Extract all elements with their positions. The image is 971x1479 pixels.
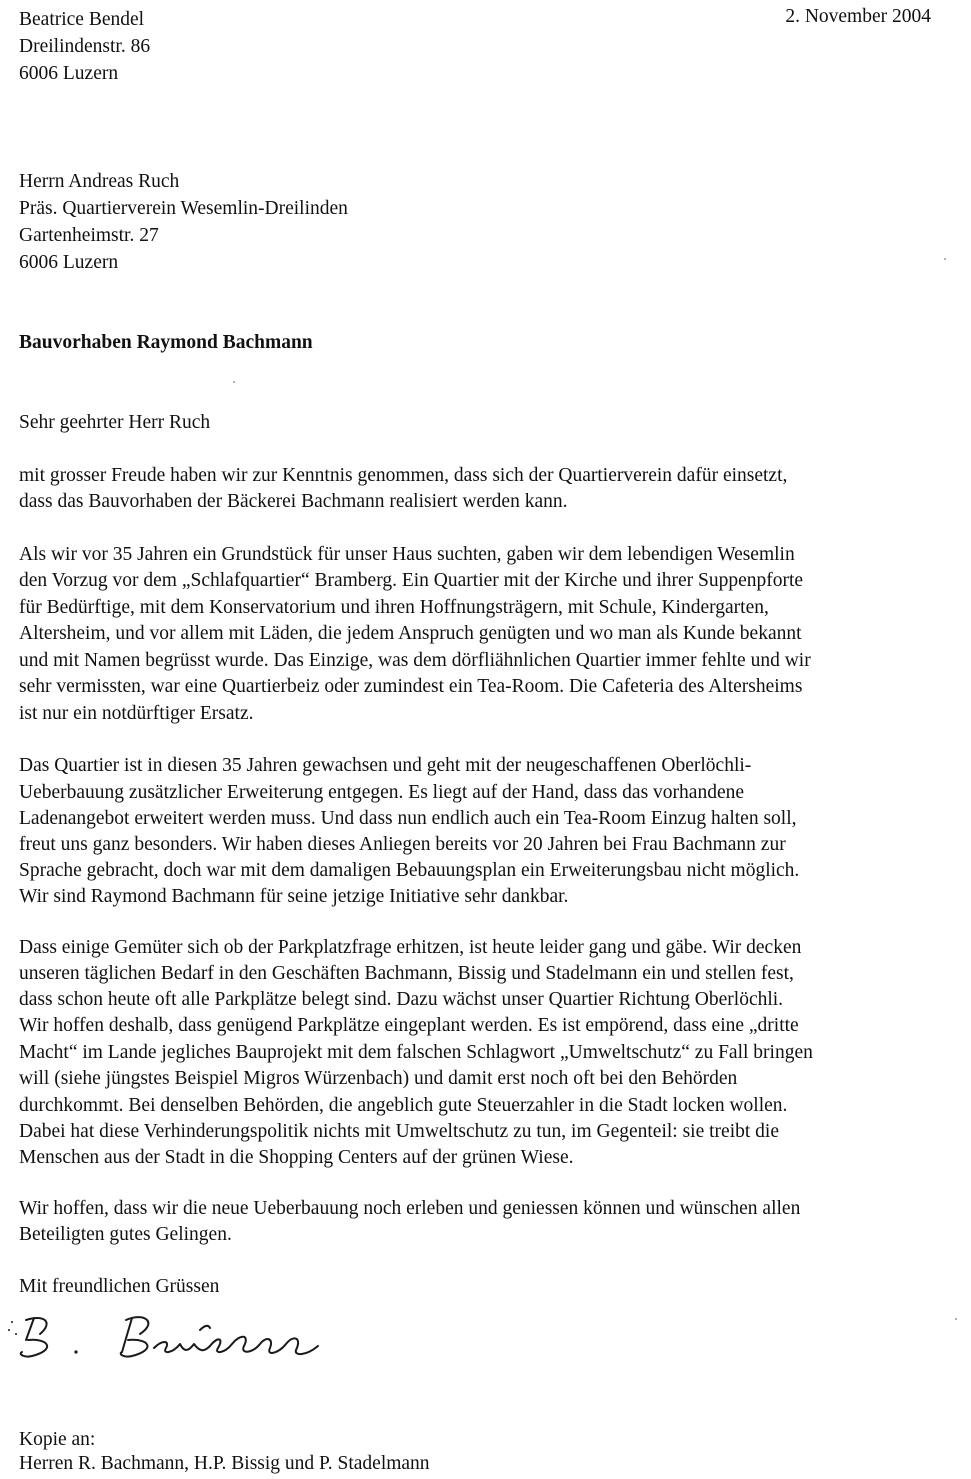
sender-name: Beatrice Bendel — [19, 9, 145, 30]
salutation: Sehr geehrter Herr Ruch — [19, 412, 211, 433]
paragraph-line: dass schon heute oft alle Parkplätze belegt sind. Dazu wächst unser Quartier Richtung Oberlöchli. — [19, 989, 784, 1010]
recipient-street: Gartenheimstr. 27 — [19, 225, 159, 246]
sender-city: 6006 Luzern — [19, 63, 119, 84]
paragraph-line: Dass einige Gemüter sich ob der Parkplatzfrage erhitzen, ist heute leider gang und gäbe. Wir decken — [19, 937, 802, 958]
scan-speck — [233, 381, 235, 383]
paragraph-line: Wir sind Raymond Bachmann für seine jetzige Initiative sehr dankbar. — [19, 886, 569, 907]
paragraph-line: Ueberbauung zusätzlicher Erweiterung entgegen. Es liegt auf der Hand, dass das vorhandene — [19, 782, 745, 803]
paragraph-line: Wir hoffen deshalb, dass genügend Parkplätze eingeplant werden. Es ist empörend, dass eine „dritte — [19, 1015, 799, 1036]
letter-date: 2. November 2004 — [785, 6, 931, 27]
scan-speck — [944, 258, 946, 260]
paragraph-line: Wir hoffen, dass wir die neue Ueberbauung noch erleben und geniessen können und wünschen allen — [19, 1198, 801, 1219]
paragraph-line: Sprache gebracht, doch war mit dem damaligen Bebauungsplan ein Erweiterungsbau nicht möglich. — [19, 860, 800, 881]
handwritten-signature — [4, 1300, 344, 1380]
paragraph-line: Ladenangebot erweitert werden muss. Und dass nun endlich auch ein Tea-Room Einzug halten soll, — [19, 808, 797, 829]
paragraph-line: mit grosser Freude haben wir zur Kenntnis genommen, dass sich der Quartierverein dafür einsetzt, — [19, 465, 788, 486]
paragraph-line: ist nur ein notdürftiger Ersatz. — [19, 703, 254, 724]
sender-street: Dreilindenstr. 86 — [19, 36, 151, 57]
paragraph-line: den Vorzug vor dem „Schlafquartier“ Bramberg. Ein Quartier mit der Kirche und ihrer Suppenpforte — [19, 570, 804, 591]
paragraph-line: durchkommt. Bei denselben Behörden, die angeblich gute Steuerzahler in die Stadt locken wollen. — [19, 1095, 788, 1116]
paragraph-line: dass das Bauvorhaben der Bäckerei Bachmann realisiert werden kann. — [19, 491, 568, 512]
paragraph-line: will (siehe jüngstes Beispiel Migros Würzenbach) und damit erst noch oft bei den Behörden — [19, 1068, 738, 1089]
paragraph-line: freut uns ganz besonders. Wir haben dieses Anliegen bereits vor 20 Jahren bei Frau Bachmann zur — [19, 834, 786, 855]
letter-subject: Bauvorhaben Raymond Bachmann — [19, 332, 313, 353]
paragraph-line: für Bedürftige, mit dem Konservatorium und ihren Hoffnungsträgern, mit Schule, Kindergarten, — [19, 597, 769, 618]
paragraph-line: Altersheim, und vor allem mit Läden, die jedem Anspruch genügten und wo man als Kunde bekannt — [19, 623, 802, 644]
paragraph-line: Als wir vor 35 Jahren ein Grundstück für unser Haus suchten, gaben wir dem lebendigen Wesemlin — [19, 544, 795, 565]
recipient-title: Präs. Quartierverein Wesemlin-Dreilinden — [19, 198, 348, 219]
paragraph-line: Dabei hat diese Verhinderungspolitik nichts mit Umweltschutz zu tun, im Gegenteil: sie treibt die — [19, 1121, 779, 1142]
copy-recipients: Herren R. Bachmann, H.P. Bissig und P. Stadelmann — [19, 1453, 430, 1474]
recipient-name: Herrn Andreas Ruch — [19, 171, 180, 192]
paragraph-line: und mit Namen begrüsst wurde. Das Einzige, was dem dörfliähnlichen Quartier immer fehlte und wir — [19, 650, 811, 671]
scan-speck — [955, 1318, 957, 1320]
paragraph-line: sehr vermissten, war eine Quartierbeiz oder zumindest ein Tea-Room. Die Cafeteria des Altersheims — [19, 676, 803, 697]
paragraph-line: Das Quartier ist in diesen 35 Jahren gewachsen und geht mit der neugeschaffenen Oberlöchli- — [19, 755, 752, 776]
paragraph-line: Macht“ im Lande jegliches Bauprojekt mit dem falschen Schlagwort „Umweltschutz“ zu Fall bringen — [19, 1042, 813, 1063]
paragraph-line: Menschen aus der Stadt in die Shopping Centers auf der grünen Wiese. — [19, 1147, 574, 1168]
copy-label: Kopie an: — [19, 1429, 96, 1450]
recipient-city: 6006 Luzern — [19, 252, 119, 273]
paragraph-line: Beteiligten gutes Gelingen. — [19, 1224, 232, 1245]
closing: Mit freundlichen Grüssen — [19, 1276, 220, 1297]
paragraph-line: unseren täglichen Bedarf in den Geschäften Bachmann, Bissig und Stadelmann ein und stellen fest, — [19, 963, 794, 984]
